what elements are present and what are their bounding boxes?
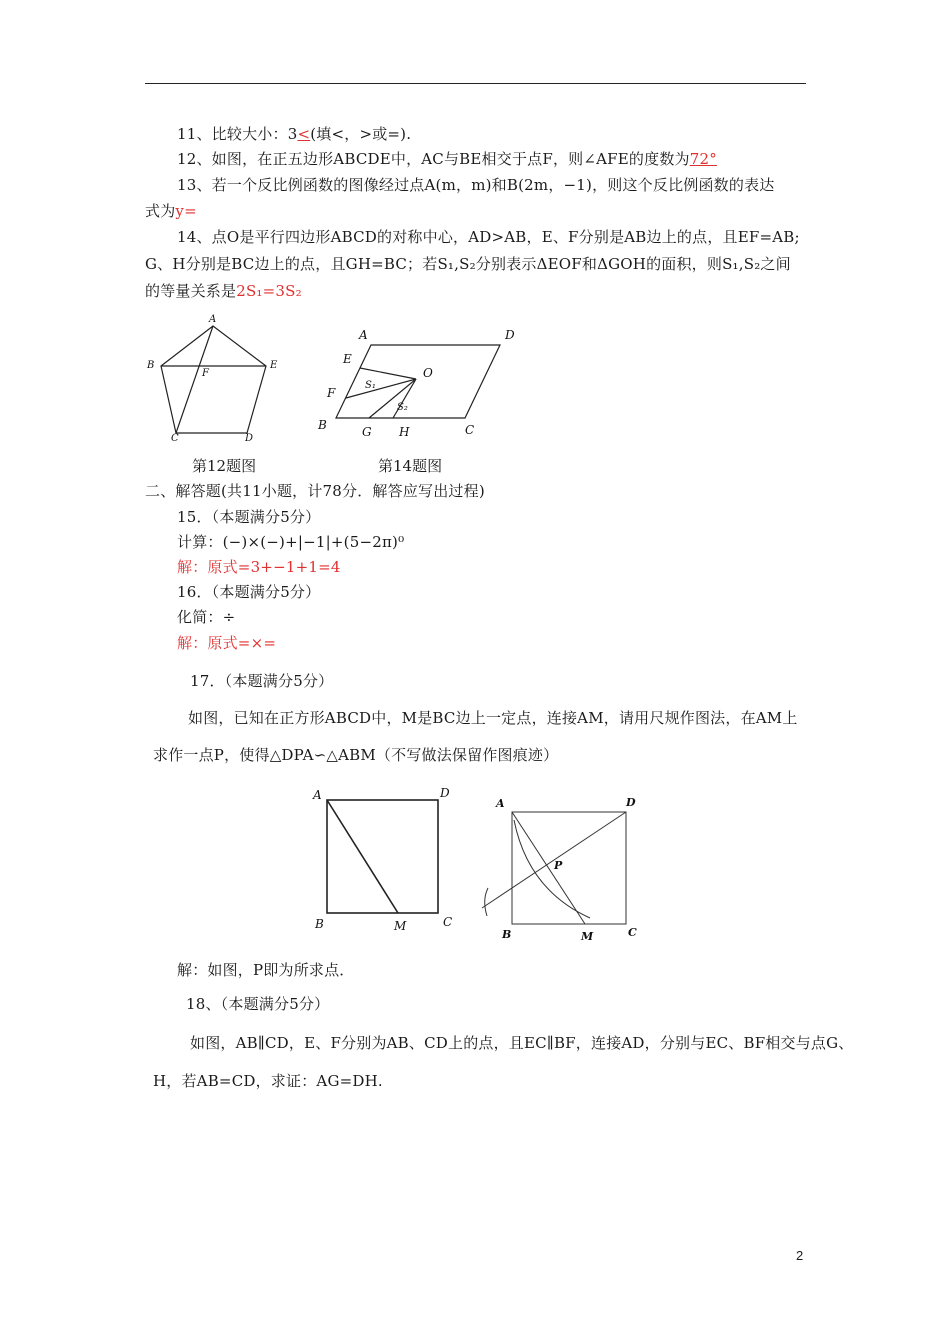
fig12-label-b: B: [147, 360, 155, 371]
fig17b-label-c: C: [628, 926, 637, 939]
section-2-heading: 二、解答题(共11小题，计78分．解答应写出过程): [145, 482, 485, 500]
question-13-line2: 式为y=: [145, 202, 197, 220]
fig14-label-f: F: [327, 386, 336, 400]
question-15-solution: 解：原式=3+−1+1=4: [177, 558, 341, 576]
figure-17-construction: [470, 790, 650, 950]
question-18-line1: 如图，AB∥CD，E、F分别为AB、CD上的点，且EC∥BF，连接AD，分别与EC、BF相交与点G、: [190, 1034, 854, 1052]
fig17b-label-d: D: [626, 796, 636, 809]
q14-answer: 2S₁=3S₂: [236, 282, 302, 300]
fig17a-label-d: D: [440, 786, 450, 800]
fig12-label-a: A: [209, 314, 217, 325]
question-16-solution: 解：原式=×=: [177, 634, 277, 652]
fig17b-label-m: M: [581, 930, 594, 943]
question-18-line2: H，若AB=CD，求证：AG=DH.: [153, 1072, 383, 1090]
fig17a-label-c: C: [443, 915, 453, 929]
fig14-label-d: D: [505, 328, 515, 342]
question-15-head: 15．（本题满分5分）: [177, 508, 321, 526]
fig14-label-s2: S₂: [397, 402, 408, 413]
fig14-label-o: O: [423, 366, 433, 380]
fig14-label-c: C: [465, 423, 475, 437]
fig14-label-a: A: [359, 328, 368, 342]
question-13-line1: 13、若一个反比例函数的图像经过点A(m，m)和B(2m，−1)，则这个反比例函数的表达: [177, 176, 775, 194]
q12-answer: 72°: [689, 150, 717, 168]
question-15-task: 计算：(−)×(−)+|−1|+(5−2π)⁰: [177, 533, 405, 551]
fig14-label-s1: S₁: [365, 380, 376, 391]
fig12-label-f: F: [202, 368, 209, 379]
question-17-solution: 解：如图，P即为所求点．: [177, 961, 355, 979]
question-14-line2: G、H分别是BC边上的点，且GH=BC；若S₁,S₂分别表示ΔEOF和ΔGOH的面积，则S₁,S₂之间: [145, 255, 791, 273]
fig17a-label-m: M: [394, 919, 407, 933]
q11-answer: <: [297, 125, 311, 143]
fig14-label-h: H: [399, 425, 410, 439]
question-12: 12、如图，在正五边形ABCDE中，AC与BE相交于点F，则∠AFE的度数为72°: [177, 150, 717, 168]
fig17a-label-a: A: [313, 788, 322, 802]
figure-14-caption: 第14题图: [378, 457, 443, 475]
fig14-label-e: E: [343, 352, 352, 366]
figure-14-parallelogram: [310, 322, 540, 447]
q13-answer: y=: [175, 202, 197, 220]
fig17b-label-a: A: [496, 797, 505, 810]
fig17a-label-b: B: [315, 917, 324, 931]
fig14-label-g: G: [362, 425, 372, 439]
question-16-head: 16．（本题满分5分）: [177, 583, 321, 601]
question-11: 11、比较大小：3<(填<，>或=).: [177, 125, 412, 143]
figure-12-pentagon: [140, 310, 290, 450]
fig17b-label-b: B: [502, 928, 512, 941]
fig12-label-d: D: [245, 433, 254, 444]
question-14-line1: 14、点O是平行四边形ABCD的对称中心，AD>AB，E、F分别是AB边上的点，且EF=AB;: [177, 228, 800, 246]
question-18-head: 18、（本题满分5分）: [186, 995, 330, 1013]
fig14-label-b: B: [318, 418, 327, 432]
figure-17-square: [305, 782, 465, 942]
fig12-label-e: E: [270, 360, 278, 371]
question-17-line2: 求作一点P，使得△DPA∽△ABM（不写做法保留作图痕迹）: [153, 746, 559, 764]
header-rule: [145, 83, 806, 84]
question-14-line3: 的等量关系是2S₁=3S₂: [145, 282, 302, 300]
page-number: 2: [796, 1248, 804, 1263]
fig17b-label-p: P: [554, 859, 563, 872]
question-17-line1: 如图，已知在正方形ABCD中，M是BC边上一定点，连接AM，请用尺规作图法，在AM上: [188, 709, 798, 727]
question-17-head: 17．（本题满分5分）: [190, 672, 334, 690]
question-16-task: 化简：÷: [177, 608, 236, 626]
figure-12-caption: 第12题图: [192, 457, 257, 475]
fig12-label-c: C: [171, 433, 179, 444]
